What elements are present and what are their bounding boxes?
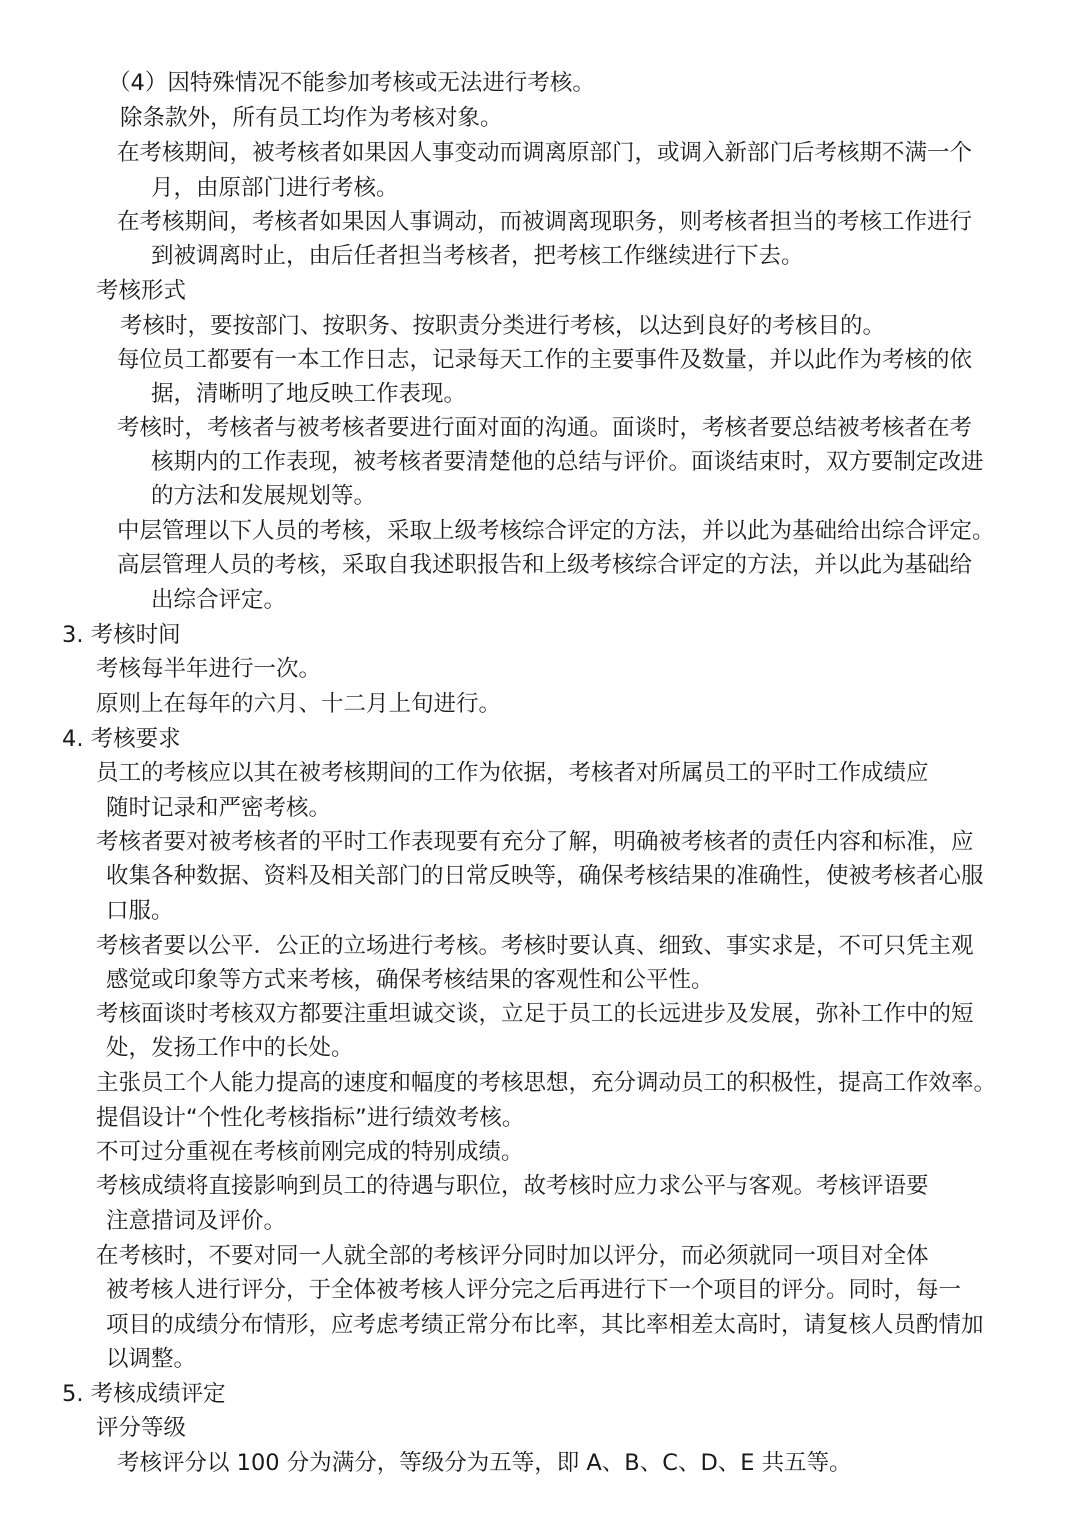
text-line: （4）因特殊情况不能参加考核或无法进行考核。 <box>108 70 595 96</box>
text-line: 的方法和发展规划等。 <box>151 483 377 509</box>
text-line: 考核评分以 100 分为满分，等级分为五等，即 A、B、C、D、E 共五等。 <box>117 1450 852 1476</box>
text-line: 考核者要以公平．公正的立场进行考核。考核时要认真、细致、事实求是，不可只凭主观 <box>96 933 974 959</box>
text-line: 注意措词及评价。 <box>106 1208 287 1234</box>
text-line: 提倡设计“个性化考核指标”进行绩效考核。 <box>96 1105 525 1131</box>
section-heading: 考核形式 <box>96 278 187 304</box>
text-line: 考核时，考核者与被考核者要进行面对面的沟通。面谈时，考核者要总结被考核者在考 <box>117 415 973 441</box>
section-heading: 4. 考核要求 <box>62 726 181 752</box>
text-line: 原则上在每年的六月、十二月上旬进行。 <box>96 691 502 717</box>
text-line: 在考核期间，被考核者如果因人事变动而调离原部门，或调入新部门后考核期不满一个 <box>117 140 973 166</box>
text-line: 高层管理人员的考核，采取自我述职报告和上级考核综合评定的方法，并以此为基础给 <box>117 552 973 578</box>
text-line: 出综合评定。 <box>151 587 287 613</box>
text-line: 考核者要对被考核者的平时工作表现要有充分了解，明确被考核者的责任内容和标准，应 <box>96 829 974 855</box>
text-line: 处，发扬工作中的长处。 <box>106 1035 354 1061</box>
section-heading: 3. 考核时间 <box>62 622 181 648</box>
text-line: 考核面谈时考核双方都要注重坦诚交谈，立足于员工的长远进步及发展，弥补工作中的短 <box>96 1001 974 1027</box>
text-line: 核期内的工作表现，被考核者要清楚他的总结与评价。面谈结束时，双方要制定改进 <box>151 449 984 475</box>
text-line: 考核成绩将直接影响到员工的待遇与职位，故考核时应力求公平与客观。考核评语要 <box>96 1173 929 1199</box>
text-line: 中层管理以下人员的考核，采取上级考核综合评定的方法，并以此为基础给出综合评定。 <box>117 518 995 544</box>
text-line: 被考核人进行评分，于全体被考核人评分完之后再进行下一个项目的评分。同时，每一 <box>106 1277 962 1303</box>
text-line: 主张员工个人能力提高的速度和幅度的考核思想，充分调动员工的积极性，提高工作效率。 <box>96 1070 997 1096</box>
section-heading: 5. 考核成绩评定 <box>62 1381 226 1407</box>
text-line: 除条款外，所有员工均作为考核对象。 <box>120 105 503 131</box>
text-line: 员工的考核应以其在被考核期间的工作为依据，考核者对所属员工的平时工作成绩应 <box>96 760 929 786</box>
text-line: 在考核期间，考核者如果因人事调动，而被调离现职务，则考核者担当的考核工作进行 <box>117 209 973 235</box>
text-line: 感觉或印象等方式来考核，确保考核结果的客观性和公平性。 <box>106 967 714 993</box>
text-line: 在考核时，不要对同一人就全部的考核评分同时加以评分，而必须就同一项目对全体 <box>96 1243 929 1269</box>
text-line: 收集各种数据、资料及相关部门的日常反映等，确保考核结果的准确性，使被考核者心服 <box>106 863 984 889</box>
text-line: 考核时，要按部门、按职务、按职责分类进行考核，以达到良好的考核目的。 <box>120 313 886 339</box>
text-line: 项目的成绩分布情形，应考虑考绩正常分布比率，其比率相差太高时，请复核人员酌情加 <box>106 1312 984 1338</box>
text-line: 据，清晰明了地反映工作表现。 <box>151 381 467 407</box>
text-line: 不可过分重视在考核前刚完成的特别成绩。 <box>96 1139 524 1165</box>
text-line: 月，由原部门进行考核。 <box>151 175 399 201</box>
text-line: 考核每半年进行一次。 <box>96 656 322 682</box>
text-line: 口服。 <box>106 898 174 924</box>
text-line: 到被调离时止，由后任者担当考核者，把考核工作继续进行下去。 <box>151 243 804 269</box>
text-line: 每位员工都要有一本工作日志，记录每天工作的主要事件及数量，并以此作为考核的依 <box>117 347 973 373</box>
text-line: 以调整。 <box>106 1346 197 1372</box>
text-line: 随时记录和严密考核。 <box>106 795 332 821</box>
section-heading: 评分等级 <box>96 1415 187 1441</box>
